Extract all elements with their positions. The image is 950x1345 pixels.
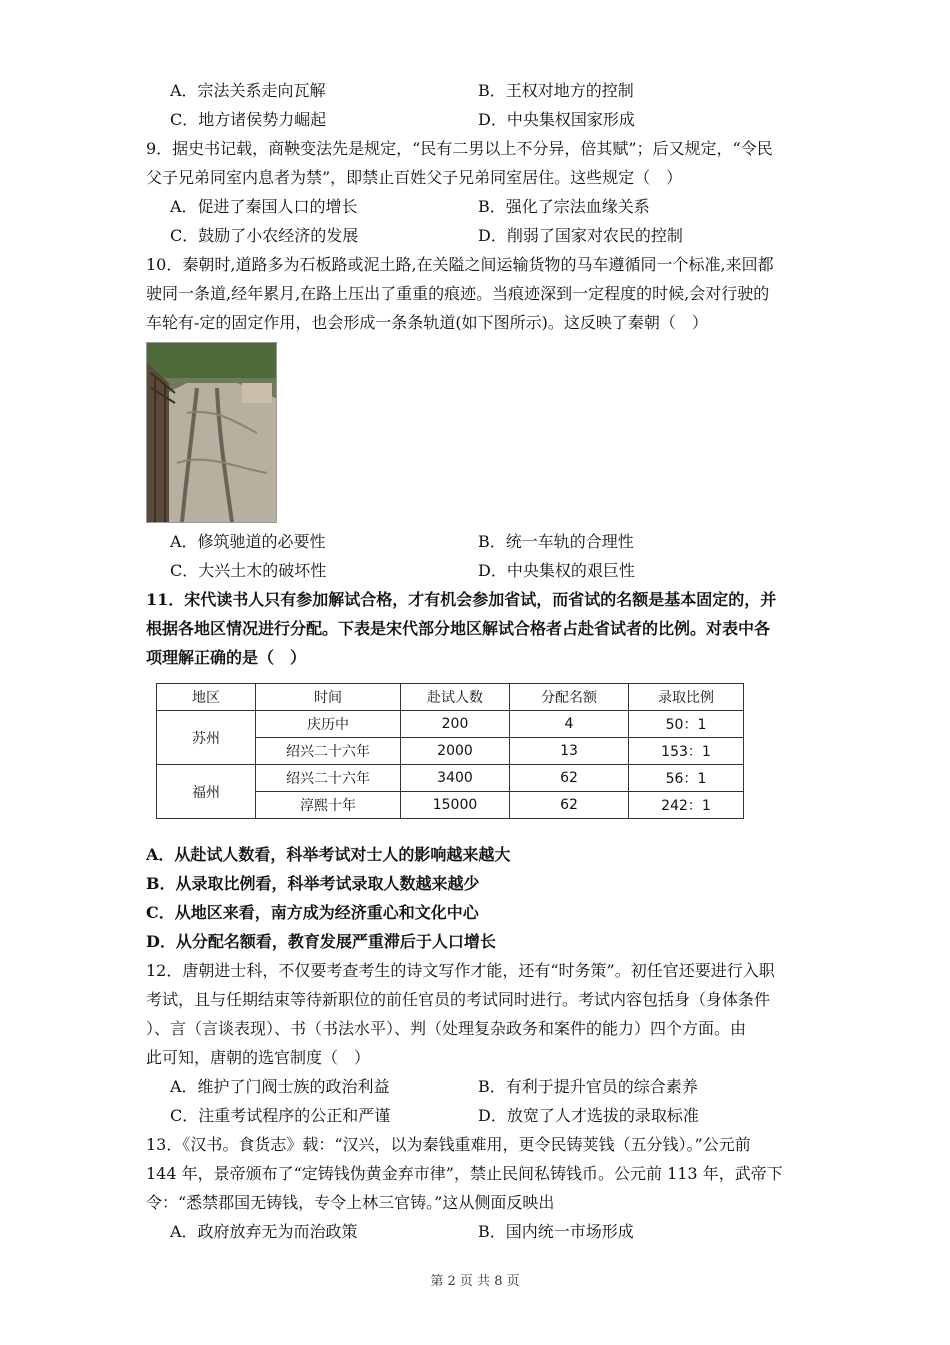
road-photo-illustration — [147, 343, 276, 522]
q11-stem-line-3: 项理解正确的是（ ） — [146, 648, 307, 667]
q11-option-a: A．从赴试人数看，科举考试对士人的影响越来越大 — [146, 845, 511, 864]
q12-stem-line-2: 考试，且与任期结束等待新职位的前任官员的考试同时进行。考试内容包括身（身体条件 — [146, 990, 771, 1009]
q11-option-b: B．从录取比例看，科举考试录取人数越来越少 — [146, 874, 480, 893]
q9-option-a: A．促进了秦国人口的增长 — [170, 197, 358, 216]
q13-option-b: B．国内统一市场形成 — [478, 1222, 634, 1241]
region-cell: 苏州 — [157, 711, 256, 765]
q13-option-a: A．政府放弃无为而治政策 — [170, 1222, 358, 1241]
q9-stem-line-2: 父子兄弟同室内息者为禁”，即禁止百姓父子兄弟同室居住。这些规定（ ） — [146, 168, 683, 187]
q12-option-d: D．放宽了人才选拔的录取标准 — [478, 1106, 699, 1125]
table-cell: 200 — [401, 711, 510, 738]
table-row — [157, 765, 744, 792]
q11-stem-line-1: 11．宋代读书人只有参加解试合格，才有机会参加省试，而省试的名额是基本固定的，并 — [146, 590, 777, 609]
table-cell: 绍兴二十六年 — [256, 738, 401, 765]
table-cell: 庆历中 — [256, 711, 401, 738]
table-cell: 绍兴二十六年 — [256, 765, 401, 792]
q9-option-d: D．削弱了国家对农民的控制 — [478, 226, 683, 245]
q10-stem-line-3: 车轮有-定的固定作用，也会形成一条条轨道(如下图所示)。这反映了秦朝（ ） — [146, 313, 708, 332]
region-cell: 福州 — [157, 765, 256, 819]
ancient-road-rut-photo — [146, 342, 277, 523]
table-header-cell: 分配名额 — [510, 684, 629, 711]
q10-option-b: B．统一车轨的合理性 — [478, 532, 634, 551]
q8-option-b: B．王权对地方的控制 — [478, 81, 634, 100]
table-cell: 4 — [510, 711, 629, 738]
q12-stem-line-4: 此可知，唐朝的选官制度（ ） — [146, 1048, 371, 1067]
q8-option-d: D．中央集权国家形成 — [478, 110, 635, 129]
q12-option-b: B．有利于提升官员的综合素养 — [478, 1077, 698, 1096]
q13-stem-line-1: 13．《汉书。食货志》载：“汉兴，以为秦钱重难用，更令民铸荚钱（五分钱）。”公元前 — [146, 1135, 751, 1154]
q13-stem-line-3: 令：“悉禁郡国无铸钱，专令上林三官铸。”这从侧面反映出 — [146, 1193, 555, 1212]
table-header-cell: 赴试人数 — [401, 684, 510, 711]
q10-option-d: D．中央集权的艰巨性 — [478, 561, 635, 580]
table-header-row — [157, 684, 744, 711]
page-footer: 第 2 页 共 8 页 — [430, 1274, 520, 1289]
table-cell: 62 — [510, 792, 629, 819]
q8-option-c: C．地方诸侯势力崛起 — [170, 110, 327, 129]
q12-stem-line-1: 12．唐朝进士科，不仅要考查考生的诗文写作才能，还有“时务策”。初任官还要进行入职 — [146, 961, 775, 980]
table-header-cell: 录取比例 — [629, 684, 744, 711]
q10-option-c: C．大兴土木的破坏性 — [170, 561, 327, 580]
table-cell: 15000 — [401, 792, 510, 819]
table-cell: 3400 — [401, 765, 510, 792]
table-cell: 50：1 — [629, 711, 744, 738]
q10-stem-line-2: 驶同一条道,经年累月,在路上压出了重重的痕迹。当痕迹深到一定程度的时候,会对行驶的 — [146, 284, 770, 303]
q9-stem-line-1: 9．据史书记载，商鞅变法先是规定，“民有二男以上不分异，倍其赋”；后又规定，“令民 — [146, 139, 773, 158]
table-cell: 153：1 — [629, 738, 744, 765]
q11-option-d: D．从分配名额看，教育发展严重滞后于人口增长 — [146, 932, 496, 951]
table-cell: 13 — [510, 738, 629, 765]
q12-option-a: A．维护了门阀士族的政治利益 — [170, 1077, 390, 1096]
q13-stem-line-2: 144 年，景帝颁布了“定铸钱伪黄金弃市律”，禁止民间私铸钱币。公元前 113 年，武帝下 — [146, 1164, 783, 1183]
q9-option-c: C．鼓励了小农经济的发展 — [170, 226, 359, 245]
table-header-cell: 时间 — [256, 684, 401, 711]
q10-stem-line-1: 10．秦朝时,道路多为石板路或泥土路,在关隘之间运输货物的马车遵循同一个标准,来回都 — [146, 255, 774, 274]
exam-ratio-table — [156, 683, 744, 819]
table-row — [157, 711, 744, 738]
q8-option-a: A．宗法关系走向瓦解 — [170, 81, 326, 100]
table-cell: 242：1 — [629, 792, 744, 819]
table-cell: 62 — [510, 765, 629, 792]
q10-option-a: A．修筑驰道的必要性 — [170, 532, 326, 551]
q12-stem-line-3: ）、言（言谈表现）、书（书法水平）、判（处理复杂政务和案件的能力）四个方面。由 — [146, 1019, 747, 1038]
table-cell: 淳熙十年 — [256, 792, 401, 819]
table-header-cell: 地区 — [157, 684, 256, 711]
q11-stem-line-2: 根据各地区情况进行分配。下表是宋代部分地区解试合格者占赴省试者的比例。对表中各 — [146, 619, 771, 638]
table-cell: 2000 — [401, 738, 510, 765]
table-cell: 56：1 — [629, 765, 744, 792]
q11-option-c: C．从地区来看，南方成为经济重心和文化中心 — [146, 903, 479, 922]
q12-option-c: C．注重考试程序的公正和严谨 — [170, 1106, 391, 1125]
q9-option-b: B．强化了宗法血缘关系 — [478, 197, 650, 216]
